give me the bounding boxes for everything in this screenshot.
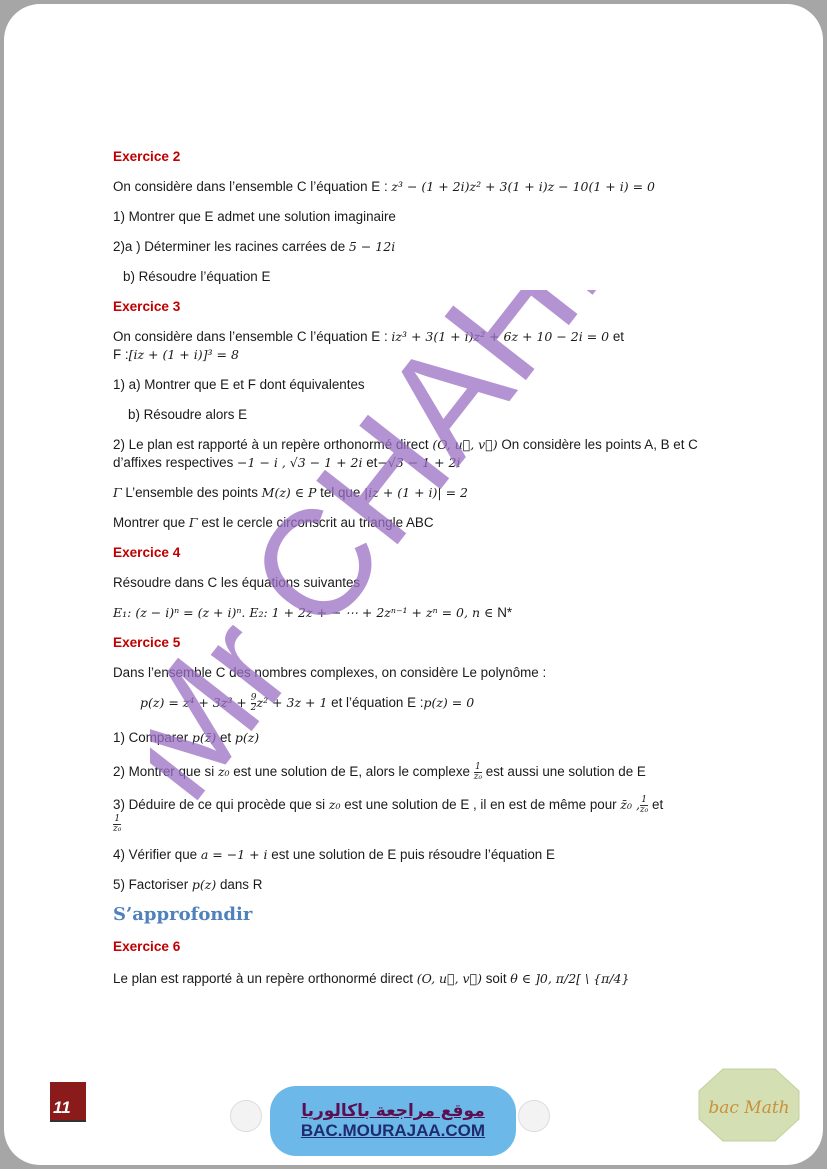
ex3-line-2: F :[iz + (1 + i)]³ = 8: [113, 347, 239, 362]
ex5-line-5: 3) Déduire de ce qui procède que si z₀ est une solution de E , il en est de même pour z̄₀ , $\frac{1}{\text{z₀}}$ et: [113, 795, 664, 815]
banner-url[interactable]: BAC.MOURAJAA.COM: [300, 1121, 486, 1140]
ex3-line-8: Montrer que Γ est le cercle circonscrit au triangle ABC: [113, 515, 434, 530]
ex2-line-3: 2)a ) Déterminer les racines carrées de 5 − 12i: [113, 239, 396, 254]
exercise-3-title: Exercice 3: [113, 299, 181, 314]
ex4-line-2: E₁: (z − i)ⁿ = (z + i)ⁿ. E₂: 1 + 2z + − ⋯ + 2zⁿ⁻¹ + zⁿ = 0, n ∈ N*: [113, 605, 513, 620]
ex3-line-5: 2) Le plan est rapporté à un repère orthonormé direct (O, u⃗, v⃗) On considère les points A, B et C: [113, 437, 698, 452]
site-logo-left: [230, 1100, 262, 1132]
ex5-line-3: 1) Comparer p(z̄) et p(z): [113, 730, 260, 745]
ex3-line-7: Γ L’ensemble des points M(z) ∈ P tel que |iz + (1 + i)| = 2: [113, 485, 468, 500]
ex5-line-6: [113, 815, 733, 834]
fraction-1-over-z0bar-2: $\frac{1}{\text{z̄₀}}$: [113, 814, 122, 834]
bac-math-logo-text: bac Math: [708, 1098, 790, 1118]
footer-banner[interactable]: [270, 1086, 516, 1156]
ex5-line-7: 4) Vérifier que a = −1 + i est une solution de E puis résoudre l’équation E: [113, 847, 555, 862]
ex3-line-4: b) Résoudre alors E: [128, 407, 248, 422]
exercise-2-title: Exercice 2: [113, 149, 181, 164]
banner-arabic: موقع مراجعة باكالوريا: [301, 1101, 485, 1121]
ex5-line-1: Dans l’ensemble C des nombres complexes, on considère Le polynôme :: [113, 665, 547, 680]
ex3-line-1: On considère dans l’ensemble C l’équation E : iz³ + 3(1 + i)z² + 6z + 10 − 2i = 0 et: [113, 329, 624, 344]
site-logo-right: [518, 1100, 550, 1132]
exercise-5-title: Exercice 5: [113, 635, 181, 650]
bac-math-logo: [697, 1067, 801, 1143]
ex2-line-4: b) Résoudre l’équation E: [123, 269, 271, 284]
ex2-line-1: On considère dans l’ensemble C l’équation E : z³ − (1 + 2i)z² + 3(1 + i)z − 10(1 + i) = 0: [113, 179, 655, 194]
exercise-4-title: Exercice 4: [113, 545, 181, 560]
ex4-line-1: Résoudre dans C les équations suivantes: [113, 575, 361, 590]
fraction-1-over-z0bar: $\frac{1}{\text{z̄₀}}$: [473, 762, 483, 782]
section-title: S’approfondir: [113, 904, 253, 925]
document-content: [113, 148, 733, 988]
ex5-line-8: 5) Factoriser p(z) dans R: [113, 877, 263, 892]
ex3-line-6: d’affixes respectives −1 − i , √3 − 1 + 2i et−√3 − 1 + 2i: [113, 455, 461, 470]
ex5-line-2: p(z) = z⁴ + 3z³ + $\frac{9}{2}$ z² + 3z + 1 et l’équation E :p(z) = 0: [140, 693, 475, 713]
page-number: 11: [50, 1082, 86, 1122]
ex3-line-3: 1) a) Montrer que E et F dont équivalentes: [113, 377, 365, 392]
ex2-line-2: 1) Montrer que E admet une solution imaginaire: [113, 209, 396, 224]
fraction-1-over-z0: $\frac{1}{\text{z₀}}$: [639, 795, 649, 815]
fraction-9-2: $\frac{9}{2}$: [250, 693, 257, 713]
exercise-6-title: Exercice 6: [113, 939, 181, 954]
ex5-line-4: 2) Montrer que si z₀ est une solution de E, alors le complexe $\frac{1}{\text{z̄₀}}$ est aussi une solution de E: [113, 762, 646, 782]
ex6-line-1: Le plan est rapporté à un repère orthonormé direct (O, u⃗, v⃗) soit θ ∈ ]0, π/2[ \ {π/4}: [113, 971, 630, 986]
